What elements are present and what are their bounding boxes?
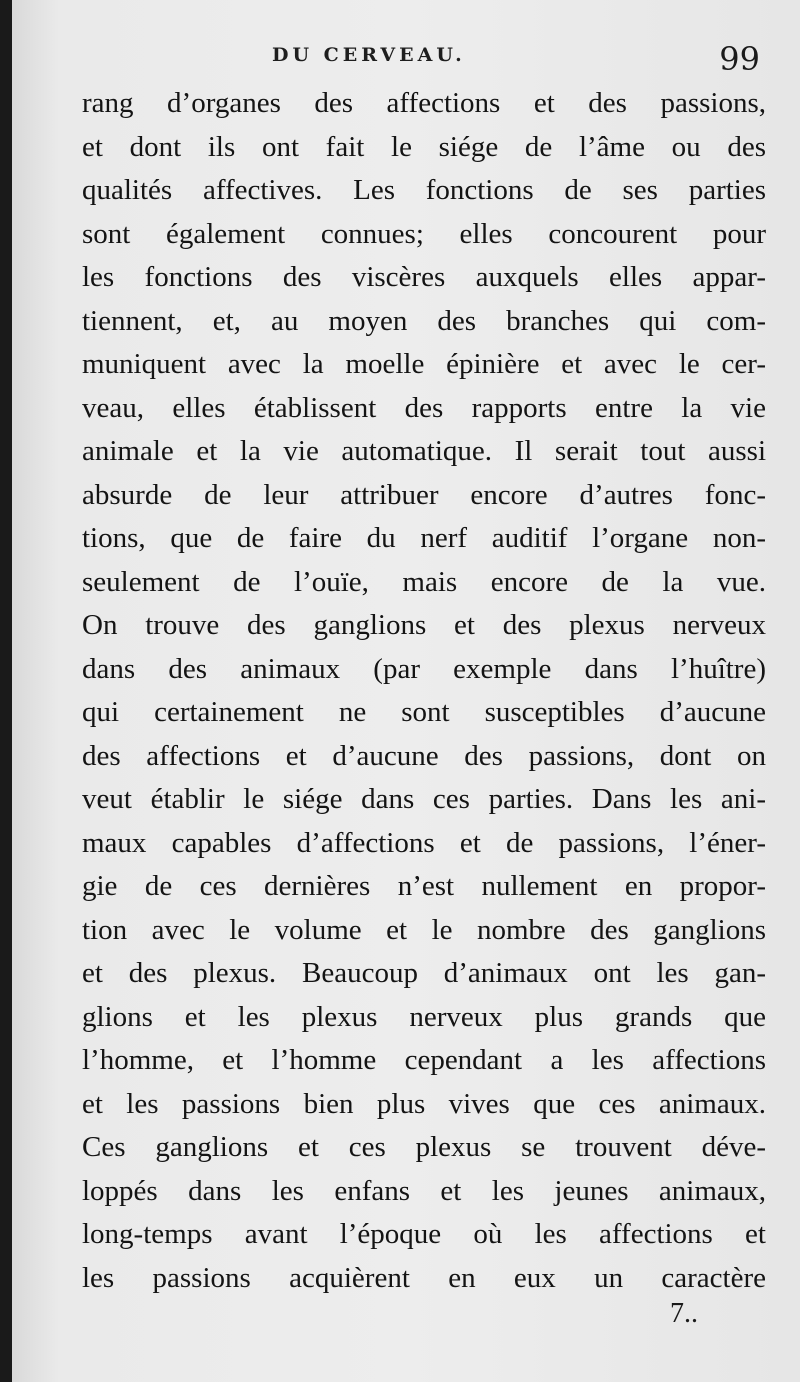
text-line: des affections et d’aucune des passions, dont on [82,739,766,772]
text-line: veau, elles établissent des rapports entre la vie [82,391,766,424]
signature-mark: 7.. [670,1298,698,1329]
text-line: sont également connues; elles concourent pour [82,217,766,250]
text-line: tion avec le volume et le nombre des ganglions [82,913,766,946]
text-line: On trouve des ganglions et des plexus nerveux [82,609,766,641]
text-line: qui certainement ne sont susceptibles d’aucune [82,696,766,728]
book-page [12,0,800,1382]
body-text [82,82,766,1300]
text-line: qualités affectives. Les fonctions de ses parties [82,174,766,206]
text-line: gie de ces dernières n’est nullement en propor- [82,870,766,902]
text-line: long-temps avant l’époque où les affections et [82,1218,766,1250]
text-line: animale et la vie automatique. Il serait tout aussi [82,435,766,467]
text-line: Ces ganglions et ces plexus se trouvent déve- [82,1131,766,1163]
text-line: maux capables d’affections et de passions, l’éner- [82,826,766,859]
text-line: absurde de leur attribuer encore d’autres fonc- [82,478,766,511]
text-line: rang d’organes des affections et des passions, [82,87,766,119]
text-line: les fonctions des viscères auxquels elles appar- [82,261,766,293]
text-line: loppés dans les enfans et les jeunes animaux, [82,1174,766,1207]
text-line: et dont ils ont fait le siége de l’âme ou des [82,130,766,163]
running-title: DU CERVEAU. [272,44,466,66]
text-line: et les passions bien plus vives que ces animaux. [82,1087,766,1120]
text-line: tions, que de faire du nerf auditif l’organe non- [82,522,766,554]
text-line: l’homme, et l’homme cependant a les affections [82,1044,766,1076]
text-line: les passions acquièrent en eux un caractère [82,1261,766,1294]
text-line: muniquent avec la moelle épinière et avec le cer- [82,348,766,380]
text-line: tiennent, et, au moyen des branches qui com- [82,304,766,337]
page-header [12,40,800,80]
page-number: 99 [719,40,760,78]
text-line: veut établir le siége dans ces parties. Dans les ani- [82,783,766,815]
text-line: et des plexus. Beaucoup d’animaux ont les gan- [82,957,766,989]
text-line: dans des animaux (par exemple dans l’huître) [82,652,766,685]
text-line: seulement de l’ouïe, mais encore de la vue. [82,565,766,598]
text-line: glions et les plexus nerveux plus grands que [82,1000,766,1033]
